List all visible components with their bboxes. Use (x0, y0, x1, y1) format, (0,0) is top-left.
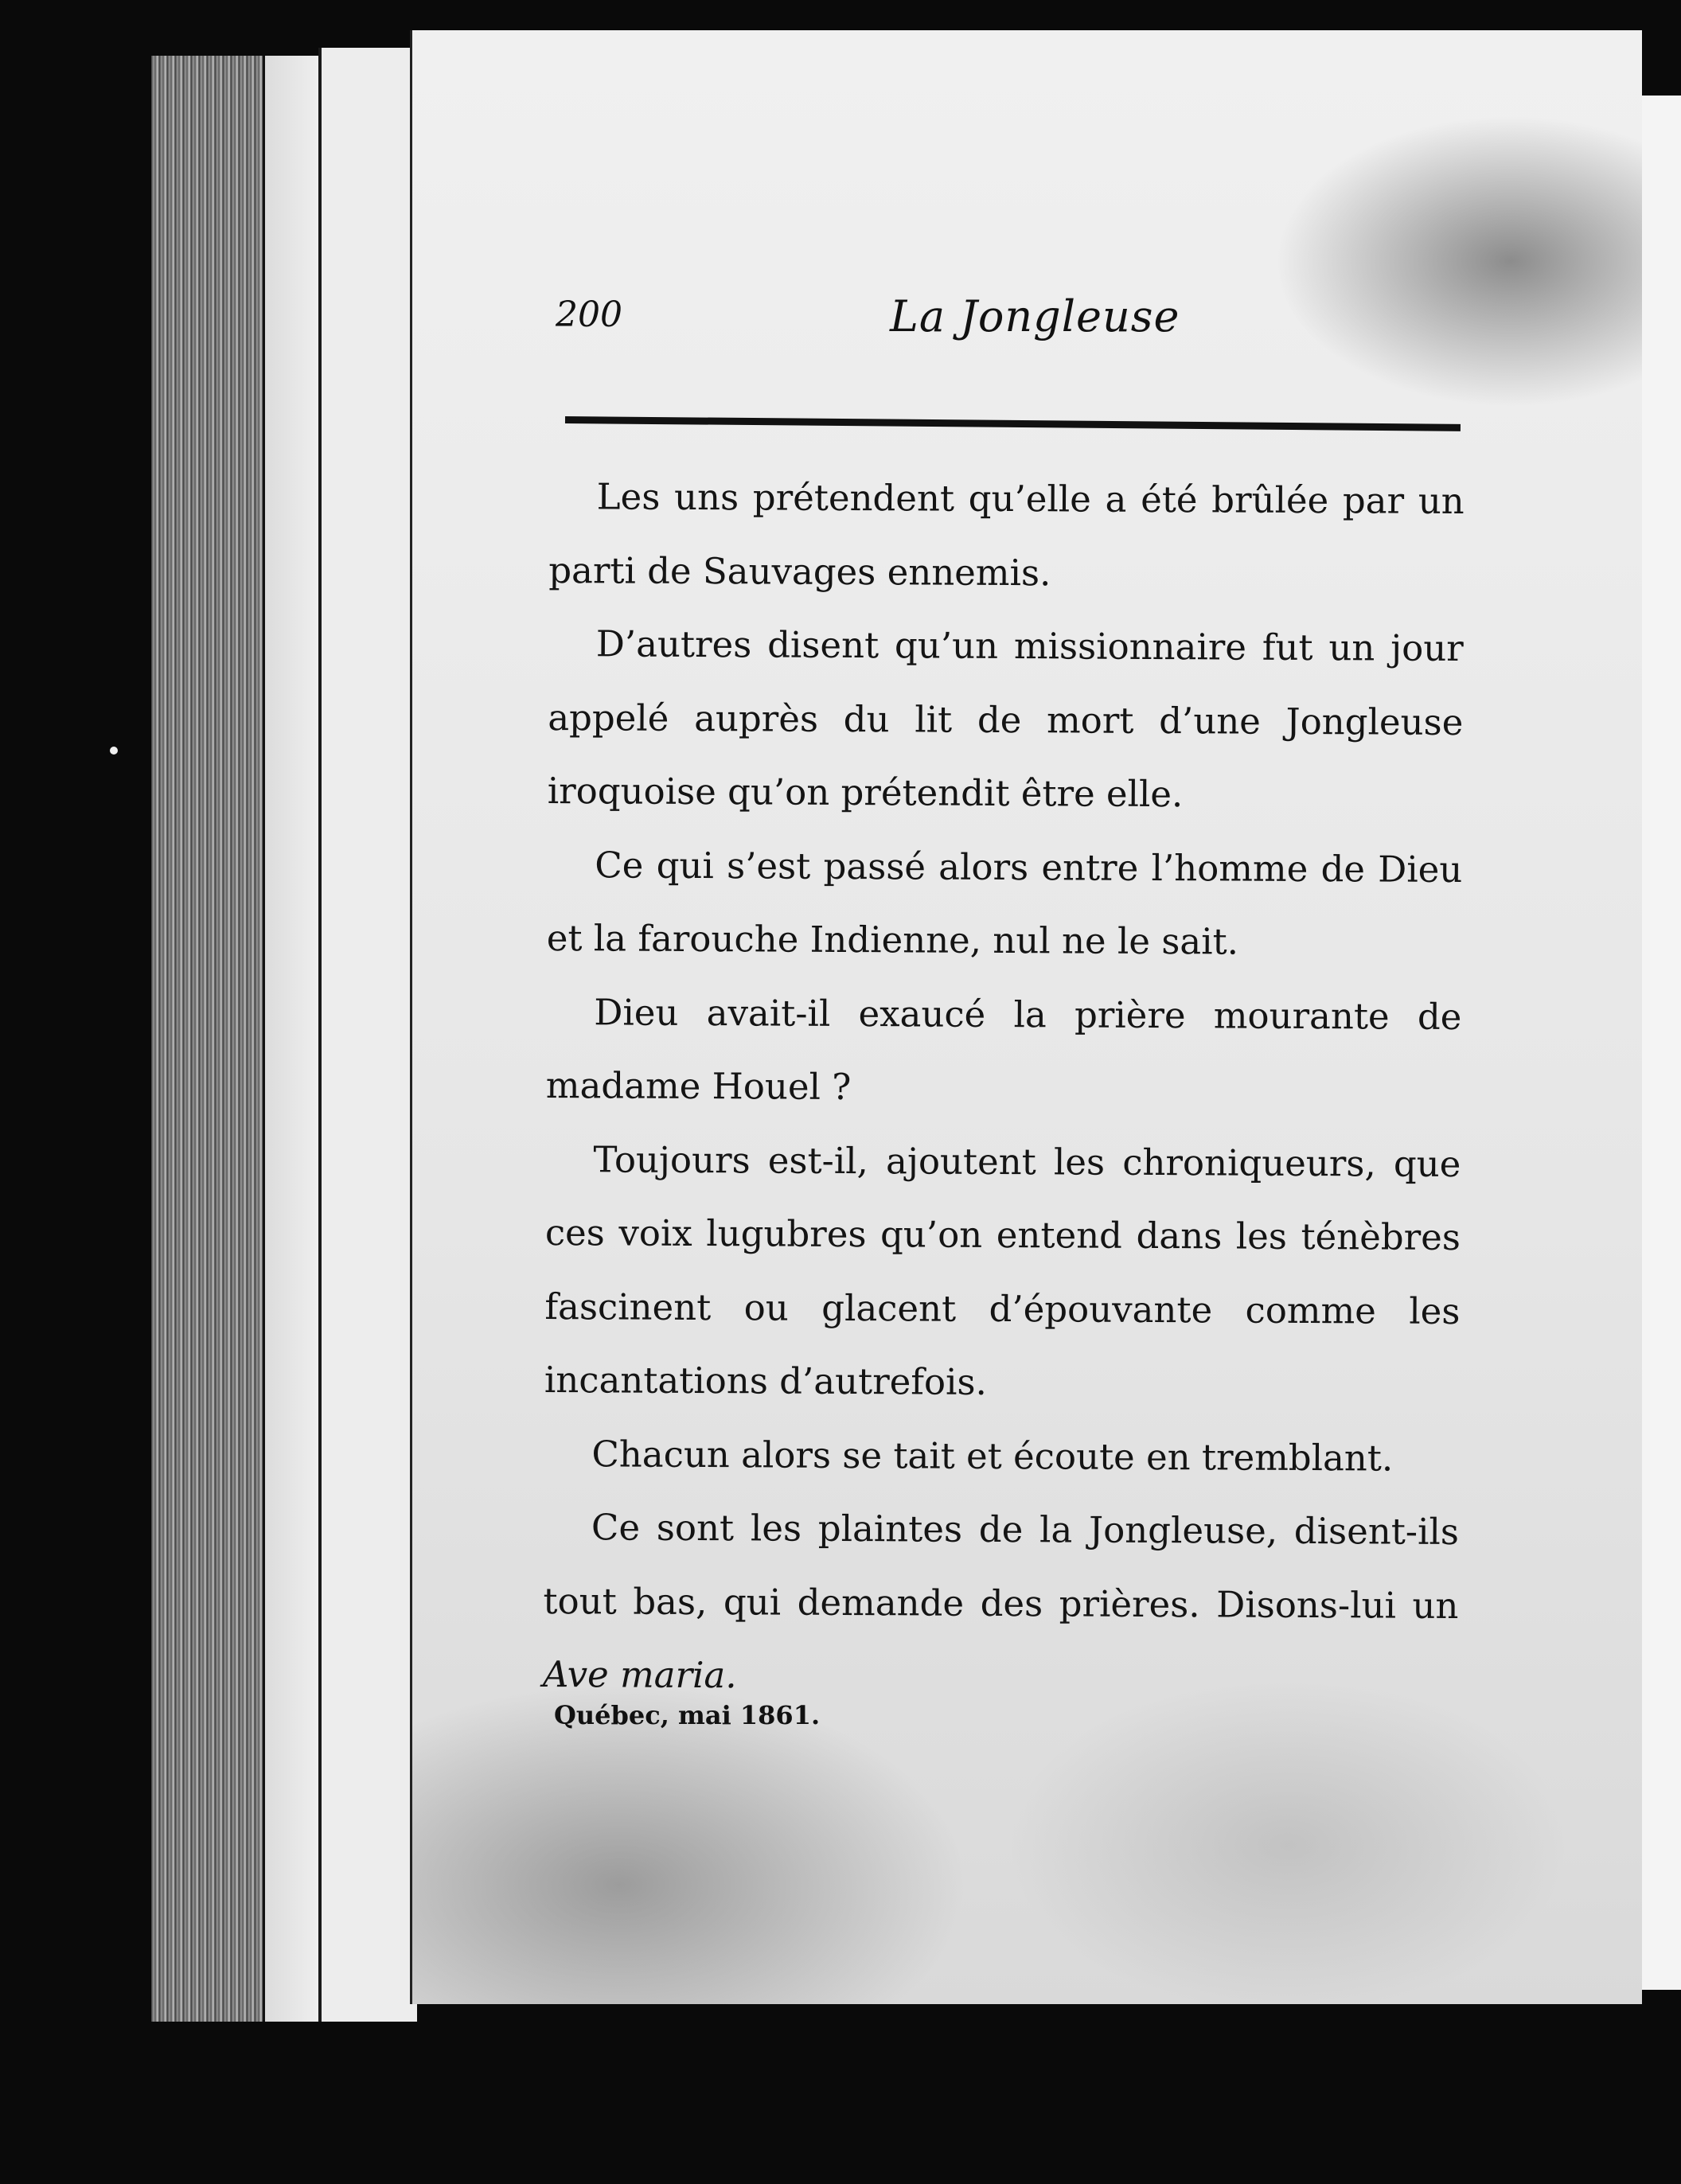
header-rule (565, 416, 1461, 431)
running-title: La Jongleuse (890, 291, 1180, 341)
paragraph-2: D’autres disent qu’un missionnaire fut un jour appelé auprès du lit de mort d’une Jongleuse iroquoise qu’on prétendit être elle. (547, 622, 1464, 816)
paragraph-7 (543, 1491, 1459, 1717)
paragraph-3: Ce qui s’est passé alors entre l’homme de Dieu et la farouche Indienne, nul ne le sait. (546, 843, 1463, 963)
paragraph-1: Les uns prétendent qu’elle a été brûlée par un parti de Sauvages ennemis. (548, 475, 1465, 594)
facing-page-edge (1636, 96, 1681, 1990)
underlying-page-2 (318, 48, 417, 2022)
ave-maria-italic: Ave maria. (542, 1652, 737, 1697)
body-text (543, 460, 1465, 1716)
book-page-edges (151, 56, 272, 2022)
place-date-signature: Québec, mai 1861. (554, 1700, 821, 1730)
page-number: 200 (556, 294, 622, 335)
paragraph-4: Dieu avait-il exaucé la prière mourante de madame Houel ? (545, 990, 1462, 1108)
paragraph-6: Chacun alors se tait et écoute en tremblant. (591, 1432, 1394, 1480)
paragraph-5: Toujours est-il, ajoutent les chroniqueurs, que ces voix lugubres qu’on entend dans les ténèbres fascinent ou glacent d’épouvante comme les incantations d’autrefois. (544, 1137, 1461, 1403)
page-header (556, 291, 1471, 366)
paragraph-7-text: Ce sont les plaintes de la Jongleuse, disent-ils tout bas, qui demande des prières. Disons-lui un (543, 1506, 1460, 1627)
book-page (410, 30, 1642, 2004)
